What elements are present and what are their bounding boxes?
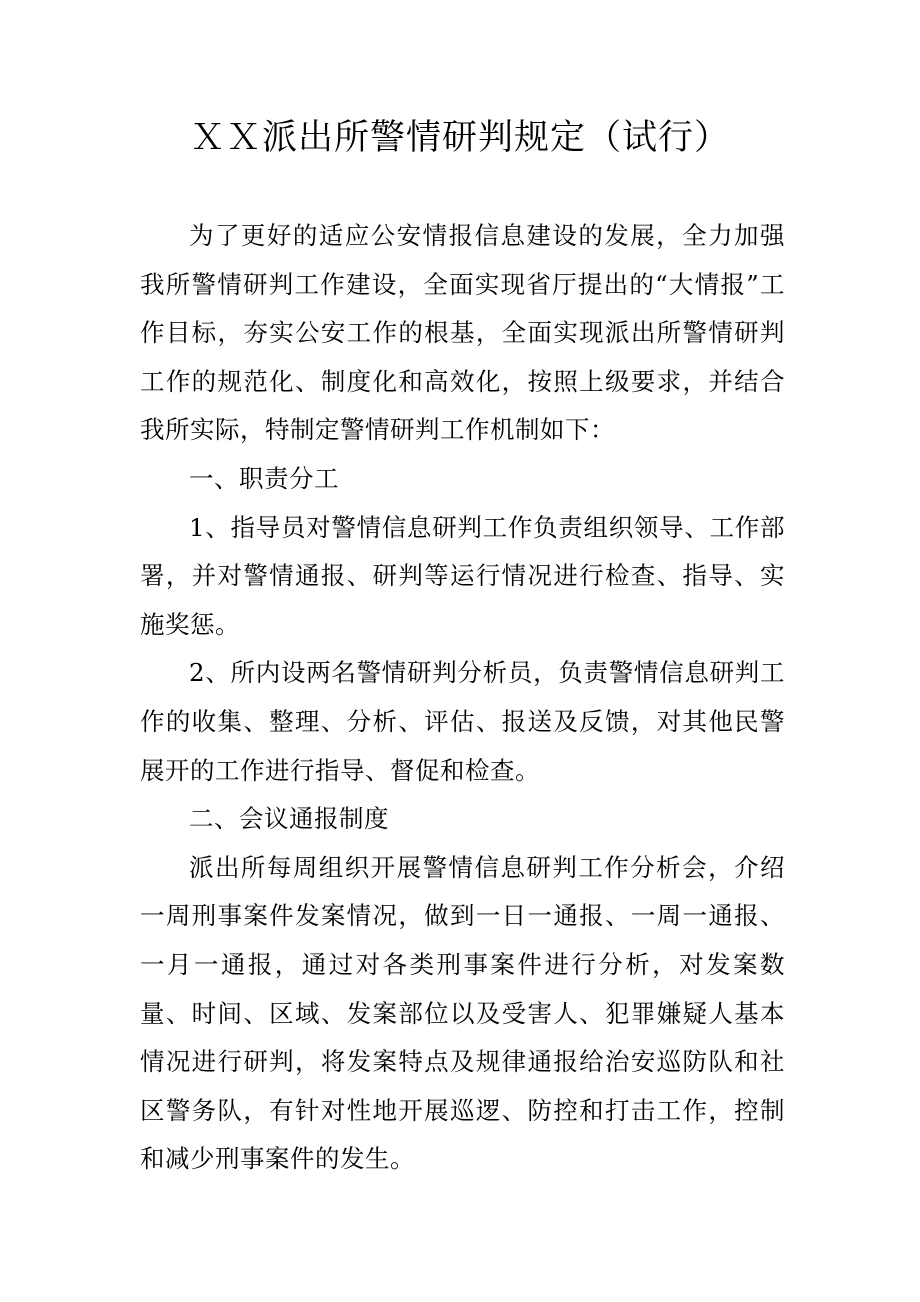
section-heading-duties: 一、职责分工 xyxy=(189,463,339,493)
meeting-paragraph: 派出所每周组织开展警情信息研判工作分析会，介绍一周刑事案件发案情况，做到一日一通报、一周一通报、一月一通报，通过对各类刑事案件进行分析，对发案数量、时间、区域、发案部位以及受害人、犯罪嫌疑人基本情况进行研判，将发案特点及规律通报给治安巡防队和社区警务队，有针对性地开展巡逻、防控和打击工作，控制和减少刑事案件的发生。 xyxy=(140,852,785,1174)
duty-item-1: 1、指导员对警情信息研判工作负责组织领导、工作部署，并对警情通报、研判等运行情况进行检查、指导、实施奖惩。 xyxy=(140,512,785,639)
duty-item-2: 2、所内设两名警情研判分析员，负责警情信息研判工作的收集、整理、分析、评估、报送及反馈，对其他民警展开的工作进行指导、督促和检查。 xyxy=(140,658,785,785)
intro-paragraph: 为了更好的适应公安情报信息建设的发展，全力加强我所警情研判工作建设，全面实现省厅提出的“大情报”工作目标，夯实公安工作的根基，全面实现派出所警情研判工作的规范化、制度化和高效化，按照上级要求，并结合我所实际，特制定警情研判工作机制如下： xyxy=(140,221,785,445)
section-heading-meetings: 二、会议通报制度 xyxy=(189,804,389,834)
document-body xyxy=(140,212,785,1184)
document-title: ＸＸ派出所警情研判规定（试行） xyxy=(189,118,730,158)
